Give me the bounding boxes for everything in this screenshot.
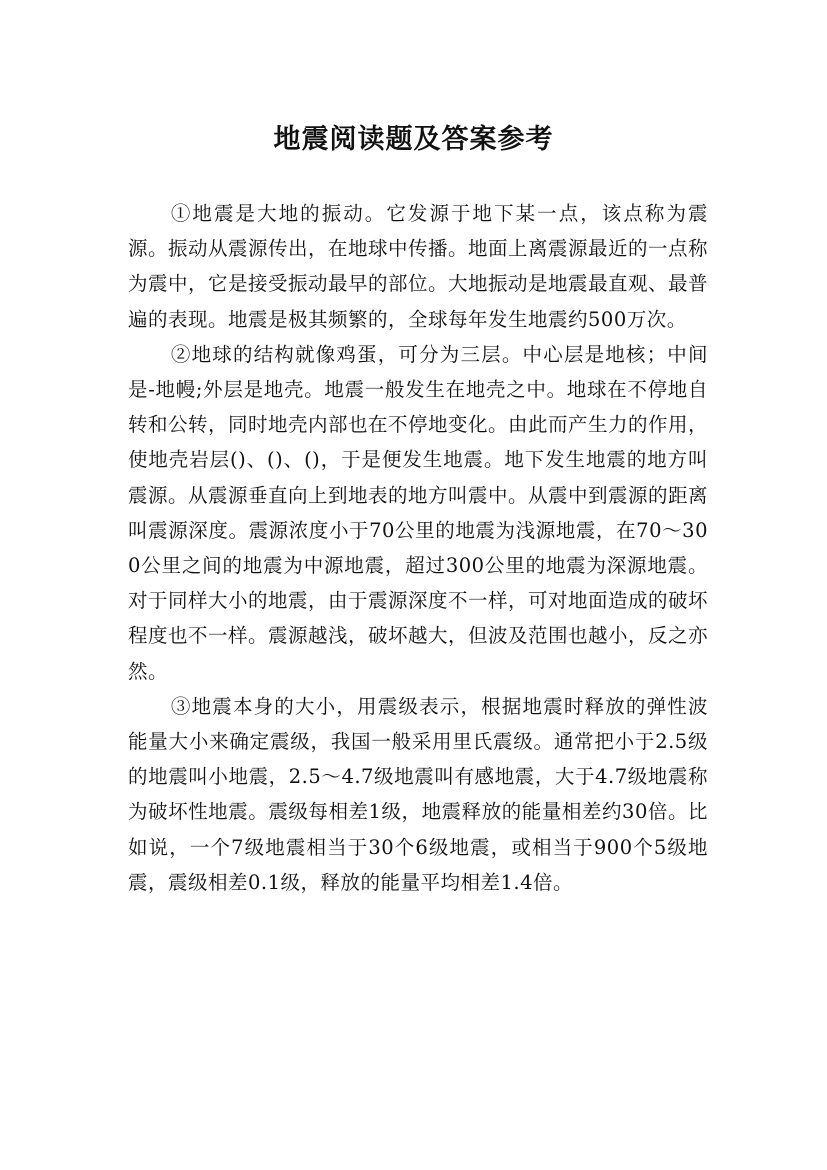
paragraph-2: ②地球的结构就像鸡蛋，可分为三层。中心层是地核；中间是-地幔;外层是地壳。地震一般发生在地壳之中。地球在不停地自转和公转，同时地壳内部也在不停地变化。由此而产生力的作用，使地壳岩层()、()、()，于是便发生地震。地下发生地震的地方叫震源。从震源垂直向上到地表的地方叫震中。从震中到震源的距离叫震源深度。震源浓度小于70公里的地震为浅源地震，在70～300公里之间的地震为中源地震，超过300公里的地震为深源地震。对于同样大小的地震，由于震源深度不一样，可对地面造成的破坏程度也不一样。震源越浅，破坏越大，但波及范围也越小，反之亦然。 — [128, 342, 709, 683]
paragraph-1: ①地震是大地的振动。它发源于地下某一点，该点称为震源。振动从震源传出，在地球中传播。地面上离震源最近的一点称为震中，它是接受振动最早的部位。大地振动是地震最直观、最普遍的表现。地震是极其频繁的，全球每年发生地震约500万次。 — [128, 202, 709, 331]
document-body — [128, 196, 708, 900]
paragraph-3: ③地震本身的大小，用震级表示，根据地震时释放的弹性波能量大小来确定震级，我国一般采用里氏震级。通常把小于2.5级的地震叫小地震，2.5～4.7级地震叫有感地震，大于4.7级地震称为破坏性地震。震级每相差1级，地震释放的能量相差约30倍。比如说，一个7级地震相当于30个6级地震，或相当于900个5级地震，震级相差0.1级，释放的能量平均相差1.4倍。 — [128, 694, 708, 894]
document-title: 地震阅读题及答案参考 — [273, 124, 554, 156]
